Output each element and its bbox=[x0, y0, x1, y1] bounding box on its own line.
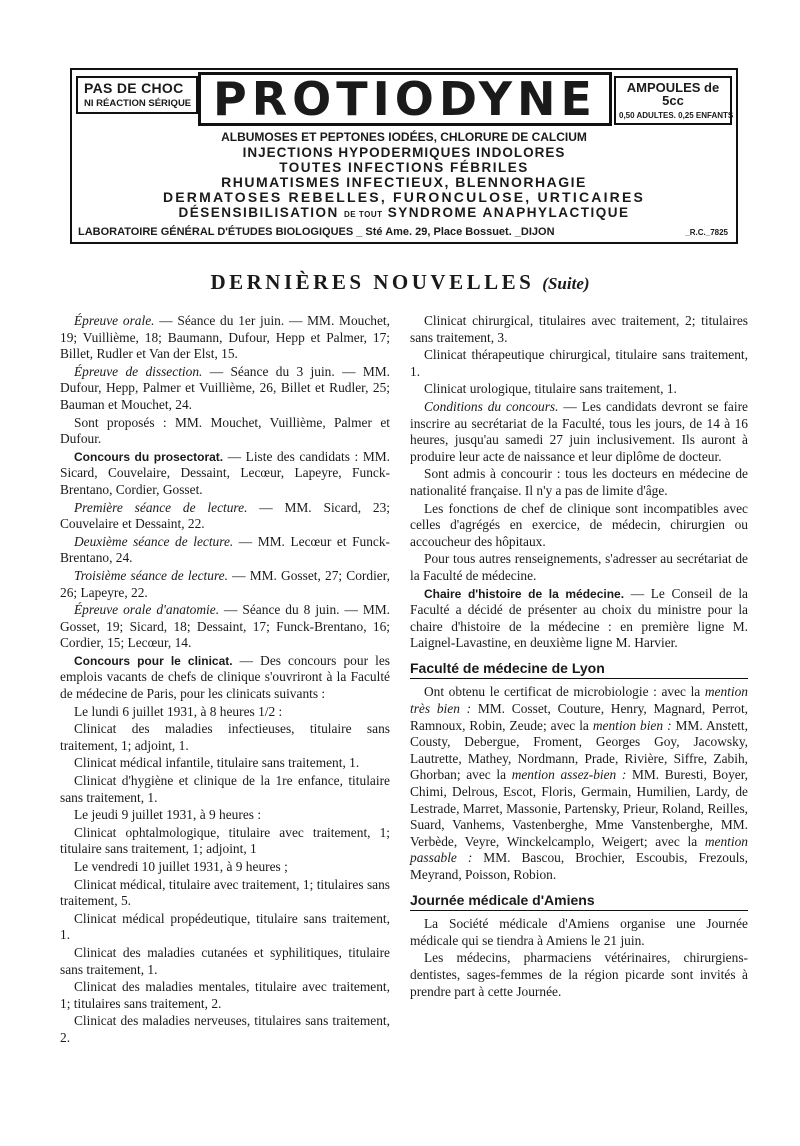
ad-header bbox=[72, 70, 736, 130]
paragraph: Clinicat ophtalmologique, titulaire avec traitement, 1; titulaire sans traitement, 1; adjoint, 1 bbox=[60, 824, 390, 857]
mention-label: mention bien : bbox=[592, 717, 672, 733]
paragraph bbox=[410, 586, 748, 652]
paragraph: Le jeudi 9 juillet 1931, à 9 heures : bbox=[74, 807, 262, 823]
paragraph-text: MM. Cosset, Couture, Henry, Magnard, Perrot, Ramnoux, Robin, Zeude; avec la bbox=[410, 701, 749, 733]
headline-title: DERNIÈRES NOUVELLES bbox=[210, 270, 535, 294]
ad-right-top: AMPOULES de 5cc bbox=[626, 80, 720, 108]
paragraph-heading: Concours pour le clinicat. bbox=[74, 653, 233, 668]
paragraph-text: Ont obtenu le certificat de microbiologie : avec la bbox=[424, 684, 705, 700]
paragraph: Clinicat des maladies infectieuses, titulaire sans traitement, 1; adjoint, 1. bbox=[60, 721, 390, 753]
paragraph-text: — MM. Gosset, 27; Cordier, 26; Lapeyre, 22. bbox=[60, 567, 390, 600]
paragraph: Sont proposés : MM. Mouchet, Vuillième, Palmer et Dufour. bbox=[60, 414, 390, 447]
ad-line-infections: TOUTES INFECTIONS FÉBRILES bbox=[279, 160, 529, 175]
ad-brand-name: PROTIODYNE bbox=[198, 72, 612, 126]
paragraph bbox=[60, 364, 390, 414]
paragraph bbox=[60, 534, 390, 567]
paragraph: Clinicat d'hygiène et clinique de la 1re enfance, titulaire sans traitement, 1. bbox=[60, 773, 390, 805]
paragraph-text: — Les candidats devront se faire inscrire au secrétariat de la Faculté, tous les jours, de 14 à 16 heures, jusqu'au samedi 27 juin inclusivement. Ils auront à produire leur acte de naissance et leur diplôme de docteur. bbox=[410, 398, 748, 464]
paragraph-text: — Des concours pour les emplois vacants de chefs de clinique s'ouvriront à la Faculté de médecine de Paris, pour les clinicats suivants : bbox=[60, 652, 390, 702]
paragraph-text: — Séance du 1er juin. — MM. Mouchet, 19; Vuillième, 18; Baumann, Dufour, Hepp et Palmer, 17; Billet, Rudler et Van der Elst, 15. bbox=[60, 313, 390, 362]
paragraph bbox=[60, 500, 390, 533]
paragraph-text: — Séance du 8 juin. — MM. Gosset, 19; Sicard, 18; Dessaint, 17; Funck-Brentano, 16; Cordier, 15; Lecœur, 14. bbox=[60, 602, 390, 651]
section-heading-lyon: Faculté de médecine de Lyon bbox=[410, 660, 748, 680]
paragraph-label: Deuxième séance de lecture. bbox=[74, 533, 234, 549]
ad-line6-b: DE TOUT bbox=[344, 210, 383, 219]
ad-left-box bbox=[76, 76, 198, 114]
headline-suite: (Suite) bbox=[542, 274, 590, 293]
ad-line-injections: INJECTIONS HYPODERMIQUES INDOLORES bbox=[242, 145, 566, 160]
paragraph: Clinicat chirurgical, titulaires avec traitement, 2; titulaires sans traitement, 3. bbox=[410, 313, 748, 345]
paragraph-text: — Le Conseil de la Faculté a décidé de présenter au choix du ministre pour la chaire d'histoire de la médecine : en première ligne M. Laignel-Lavastine, en deuxième ligne M. Harvier. bbox=[410, 585, 748, 651]
mention-label: mention passable : bbox=[410, 833, 748, 866]
section-heading-amiens: Journée médicale d'Amiens bbox=[410, 892, 748, 912]
page-headline bbox=[0, 270, 800, 295]
left-column bbox=[60, 313, 390, 1048]
paragraph: Les médecins, pharmaciens vétérinaires, chirurgiens-dentistes, sages-femmes de la région picarde sont invités à prendre part à cette Journée. bbox=[410, 950, 748, 999]
paragraph: Clinicat médical, titulaire avec traitement, 1; titulaires sans traitement, 5. bbox=[60, 876, 390, 909]
paragraph-heading: Chaire d'histoire de la médecine. bbox=[424, 586, 625, 601]
ad-right-bottom: 0,50 ADULTES. 0,25 ENFANTS bbox=[619, 111, 734, 120]
paragraph: Le vendredi 10 juillet 1931, à 9 heures ; bbox=[74, 859, 288, 874]
paragraph: Pour tous autres renseignements, s'adresser au secrétariat de la Faculté de médecine. bbox=[410, 551, 748, 583]
paragraph bbox=[410, 684, 748, 883]
paragraph-text: MM. Bascou, Brochier, Escoubis, Frezouls, Meyrand, Poisson, Robion. bbox=[410, 850, 748, 882]
paragraph bbox=[60, 653, 390, 703]
ad-line-composition: ALBUMOSES ET PEPTONES IODÉES, CHLORURE DE CALCIUM bbox=[221, 130, 587, 144]
paragraph-label: Première séance de lecture. bbox=[74, 499, 248, 515]
right-column bbox=[410, 313, 748, 1001]
ad-line-rhumatismes: RHUMATISMES INFECTIEUX, BLENNORHAGIE bbox=[221, 174, 587, 190]
paragraph-label: Conditions du concours. bbox=[424, 398, 559, 414]
paragraph-heading: Concours du prosectorat. bbox=[74, 449, 224, 464]
ad-footer bbox=[72, 222, 736, 238]
paragraph-text: — Liste des candidats : MM. Sicard, Couvelaire, Dessaint, Lecœur, Lapeyre, Funck-Brentano, Cordier, Gosset. bbox=[60, 448, 390, 497]
paragraph: Clinicat des maladies cutanées et syphilitiques, titulaire sans traitement, 1. bbox=[60, 944, 390, 977]
protiodyne-advertisement bbox=[70, 68, 738, 244]
paragraph-text: — Séance du 3 juin. — MM. Dufour, Hepp, Palmer et Vuillième, 26, Billet et Rudler, 25; Bauman et Mouchet, 24. bbox=[60, 363, 390, 412]
paragraph bbox=[410, 399, 748, 465]
paragraph: Le lundi 6 juillet 1931, à 8 heures 1/2 : bbox=[74, 703, 283, 719]
paragraph: Clinicat médical infantile, titulaire sans traitement, 1. bbox=[74, 755, 360, 771]
ad-line6-c: SYNDROME ANAPHYLACTIQUE bbox=[387, 205, 630, 220]
paragraph: La Société médicale d'Amiens organise une Journée médicale qui se tiendra à Amiens le 21 juin. bbox=[410, 916, 748, 948]
ad-left-bottom: NI RÉACTION SÉRIQUE bbox=[84, 98, 192, 109]
mention-label: mention très bien : bbox=[410, 684, 748, 717]
ad-line-desensibilisation bbox=[72, 205, 736, 222]
ad-line6-a: DÉSENSIBILISATION bbox=[178, 205, 339, 220]
paragraph bbox=[60, 568, 390, 601]
paragraph: Clinicat des maladies mentales, titulaire avec traitement, 1; titulaires sans traitement, 2. bbox=[60, 979, 390, 1011]
paragraph-text: MM. Anstett, Cousty, Debergue, Froment, Georges Goy, Jacowsky, Lautrette, Mathey, Nordmann, Prade, Rivière, Siffre, Zabih, Ghorban; avec la bbox=[410, 717, 748, 783]
paragraph: Clinicat médical propédeutique, titulaire sans traitement, 1. bbox=[60, 910, 390, 943]
paragraph-label: Épreuve orale d'anatomie. bbox=[74, 602, 220, 618]
ad-footer-laboratory: LABORATOIRE GÉNÉRAL D'ÉTUDES BIOLOGIQUES _ Sté Ame. 29, Place Bossuet. _DIJON bbox=[78, 226, 555, 238]
ad-line-dermatoses: DERMATOSES REBELLES, FURONCULOSE, URTICAIRES bbox=[162, 189, 646, 205]
paragraph: Les fonctions de chef de clinique sont incompatibles avec celles d'agrégés en exercice, de médecin, chirurgien ou accoucheur des hôpitaux. bbox=[410, 500, 748, 549]
mention-label: mention assez-bien : bbox=[511, 767, 627, 783]
ad-left-top: PAS DE CHOC bbox=[84, 80, 184, 96]
paragraph-label: Troisième séance de lecture. bbox=[74, 567, 228, 583]
paragraph-text: MM. Buresti, Boyer, Chimi, Delrous, Escot, Floris, Germain, Humilien, Lardy, de Lestrade, Marret, Massonie, Partensky, Prieur, Roland, Reilles, Suard, Vanhems, Vastenberghe, Mme Vanstenberghe, MM. Verbède, Veyre, Winckelcamplo, Weigert; avec la bbox=[410, 767, 748, 849]
paragraph: Clinicat thérapeutique chirurgical, titulaire sans traitement, 1. bbox=[410, 347, 748, 379]
paragraph: Clinicat des maladies nerveuses, titulaires sans traitement, 2. bbox=[60, 1013, 390, 1045]
paragraph bbox=[60, 449, 390, 499]
paragraph-label: Épreuve orale. bbox=[74, 313, 155, 328]
paragraph: Sont admis à concourir : tous les docteurs en médecine de nationalité française. Il n'y a pas de limite d'âge. bbox=[410, 466, 748, 498]
paragraph bbox=[60, 602, 390, 652]
ad-right-box bbox=[614, 76, 732, 125]
paragraph bbox=[60, 313, 390, 363]
paragraph-text: — MM. Lecœur et Funck-Brentano, 24. bbox=[60, 533, 391, 566]
paragraph-label: Épreuve de dissection. bbox=[74, 363, 203, 379]
paragraph-text: — MM. Sicard, 23; Couvelaire et Dessaint, 22. bbox=[60, 499, 390, 532]
ad-footer-rc: _R.C._7825 bbox=[685, 228, 728, 237]
paragraph: Clinicat urologique, titulaire sans traitement, 1. bbox=[424, 381, 677, 397]
